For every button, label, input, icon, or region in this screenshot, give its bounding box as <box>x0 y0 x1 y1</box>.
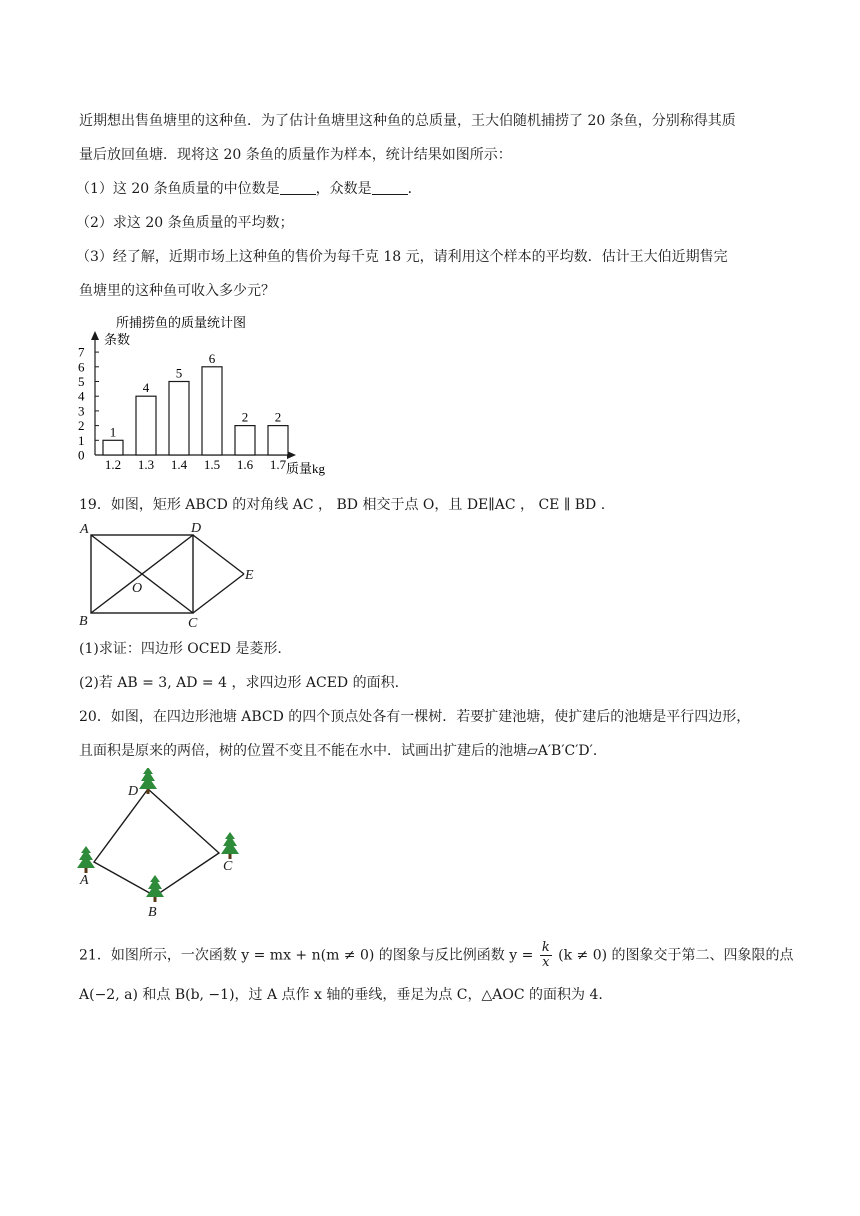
bar <box>268 426 288 455</box>
q18-sub1-text-b: ，众数是 <box>315 181 372 197</box>
bar-value-label: 4 <box>142 380 150 396</box>
bar <box>169 382 189 456</box>
x-axis-label: 质量kg <box>286 461 326 476</box>
point-d-label: D <box>191 521 202 536</box>
q20-text-line2: 且面积是原来的两倍，树的位置不变且不能在水中．试画出扩建后的池塘▱A′B′C′D′． <box>79 743 607 759</box>
y-tick-label: 2 <box>78 418 85 434</box>
point-b-label: B <box>79 614 88 629</box>
q20-text-line1: 20．如图，在四边形池塘 ABCD 的四个顶点处各有一棵树．若要扩建池塘，使扩建后的池塘是平行四边形， <box>79 709 751 725</box>
bar <box>235 426 255 455</box>
bar-value-label: 2 <box>241 409 249 425</box>
q18-sub1-text-a: （1）这 20 条鱼质量的中位数是 <box>76 181 280 197</box>
segment-ce <box>193 574 244 613</box>
q19-part1: (1)求证：四边形 OCED 是菱形. <box>79 641 282 657</box>
q20-pond-figure <box>74 768 254 924</box>
q21-text-a: 21．如图所示，一次函数 y = mx + n(m ≠ 0) 的图象与反比例函数 y = <box>79 947 534 964</box>
y-tick-label: 3 <box>78 403 85 419</box>
vertex-b-label: B <box>148 905 157 920</box>
y-tick-label: 1 <box>78 432 85 448</box>
y-axis-label: 条数 <box>104 332 131 347</box>
y-tick-label: 5 <box>78 374 85 389</box>
point-o-label: O <box>132 581 143 596</box>
chart-title: 所捕捞鱼的质量统计图 <box>116 315 247 330</box>
fraction-k-over-x <box>540 941 552 970</box>
bar-value-label: 6 <box>208 350 216 366</box>
q21-text-b: (k ≠ 0) 的图象交于第二、四象限的点 <box>558 947 794 964</box>
q19-part2: (2)若 AB = 3, AD = 4 ，求四边形 ACED 的面积. <box>79 675 400 691</box>
fraction-denominator: x <box>542 955 550 970</box>
x-tick-label: 1.2 <box>104 457 122 472</box>
tree-icon <box>139 768 157 794</box>
point-c-label: C <box>188 616 198 631</box>
bar-value-label: 5 <box>175 365 183 381</box>
x-tick-label: 1.7 <box>269 457 287 472</box>
q18-text-line2: 量后放回鱼塘．现将这 20 条鱼的质量作为样本，统计结果如图所示： <box>79 147 512 163</box>
vertex-c-label: C <box>223 859 233 874</box>
y-tick-label: 0 <box>78 447 85 463</box>
y-tick-label: 6 <box>78 359 85 375</box>
mode-answer-blank[interactable] <box>372 180 408 195</box>
q18-text-line1: 近期想出售鱼塘里的这种鱼．为了估计鱼塘里这种鱼的总质量，王大伯随机捕捞了 20 条鱼，分别称得其质 <box>79 113 736 129</box>
q18-sub1-text-c: ． <box>407 181 422 197</box>
q19-text: 19．如图，矩形 ABCD 的对角线 AC ， BD 相交于点 O，且 DE∥AC ， CE ∥ BD . <box>79 497 606 513</box>
x-tick-label: 1.3 <box>137 457 155 472</box>
y-tick-label: 7 <box>78 344 85 360</box>
bar <box>103 440 123 455</box>
x-tick-label: 1.6 <box>236 457 254 472</box>
q19-rectangle-figure <box>74 517 274 633</box>
x-tick-label: 1.4 <box>170 457 188 472</box>
x-tick-label: 1.5 <box>203 457 221 472</box>
fraction-numerator: k <box>541 940 550 955</box>
bar-value-label: 2 <box>274 409 282 425</box>
tree-icon <box>146 875 164 902</box>
point-e-label: E <box>245 568 254 583</box>
y-axis-arrow <box>91 331 99 340</box>
q21-text-line2: A(−2, a) 和点 B(b, −1)，过 A 点作 x 轴的垂线，垂足为点 C，△AOC 的面积为 4. <box>79 987 603 1003</box>
bar <box>202 367 222 455</box>
q18-subquestion-2: （2）求这 20 条鱼质量的平均数； <box>76 215 294 231</box>
y-tick-label: 4 <box>78 388 85 404</box>
vertex-a-label: A <box>80 873 89 888</box>
q18-subquestion-1 <box>76 179 422 199</box>
point-a-label: A <box>80 522 89 537</box>
q18-subquestion-3-line1: （3）经了解，近期市场上这种鱼的售价为每千克 18 元，请利用这个样本的平均数．估计王大伯近期售完 <box>76 249 728 265</box>
fish-mass-bar-chart <box>70 308 350 480</box>
vertex-d-label: D <box>128 784 139 799</box>
tree-icon <box>221 832 239 859</box>
bar <box>136 396 156 455</box>
q18-subquestion-3-line2: 鱼塘里的这种鱼可收入多少元？ <box>79 283 275 299</box>
q21-text-line1 <box>79 941 794 970</box>
tree-icon <box>77 846 95 873</box>
median-answer-blank[interactable] <box>280 180 316 195</box>
segment-de <box>193 535 244 574</box>
bar-value-label: 1 <box>109 424 117 440</box>
